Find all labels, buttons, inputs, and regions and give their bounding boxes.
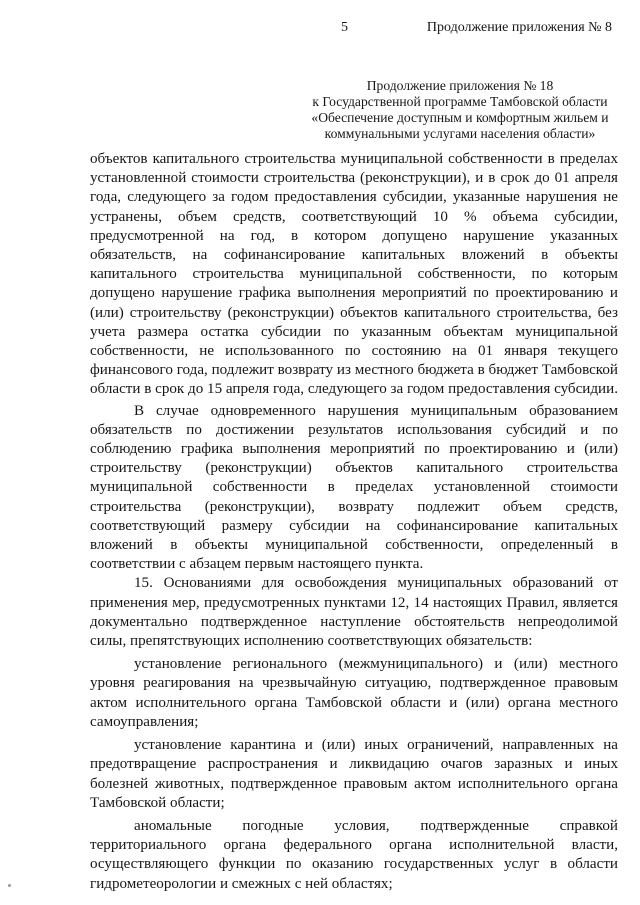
list-item: аномальные погодные условия, подтвержденные справкой территориального органа федерального органа исполнительной власти, осуществляющего функции по оказанию государственных услуг в области гидрометеорологии и смежных с ней областях; [90, 817, 618, 892]
annex-heading [300, 78, 620, 142]
annex-line: к Государственной программе Тамбовской области [312, 94, 608, 109]
paragraph: 15. Основаниями для освобождения муниципальных образований от применения мер, предусмотренных пунктами 12, 14 настоящих Правил, является документально подтвержденное наступление обстоятельств непреодолимой силы, препятствующих исполнению соответствующих обязательств: [90, 575, 618, 650]
annex-line: Продолжение приложения № 18 [366, 78, 554, 93]
paragraph: объектов капитального строительства муниципальной собственности в пределах установленной стоимости строительства (реконструкции), и в срок до 01 апреля года, следующего за годом предоставления субсидии, указанные нарушения не устранены, объем средств, соответствующий 10 % объема субсидии, предусмотренной на год, в котором допущено нарушение указанных обязательств, на софинансирование капитальных вложений в объекты капитального строительства муниципальной собственности, по которым допущено нарушение графика выполнения мероприятий по проектированию и (или) строительству (реконструкции) объектов капитального строительства, без учета размера остатка субсидии по указанным объектам муниципальной собственности, не использованного по состоянию на 01 января текущего финансового года, подлежит возврату из местного бюджета в бюджет Тамбовской области в срок до 15 апреля года, следующего за годом предоставления субсидии. [90, 151, 618, 398]
list-item: установление регионального (межмуниципального) и (или) местного уровня реагирования на чрезвычайную ситуацию, подтвержденное правовым актом исполнительного органа Тамбовской области и (или) органа местного самоуправления; [90, 656, 618, 730]
annex-line: «Обеспечение доступным и комфортным жильем и [311, 110, 609, 125]
annex-line: коммунальными услугами населения области» [324, 126, 596, 141]
document-body [90, 150, 618, 894]
paragraph: В случае одновременного нарушения муниципальным образованием обязательств по достижении результатов использования субсидий и по соблюдению графика выполнения мероприятий по проектированию и (или) строительству (реконструкции) объектов капитального строительства муниципальной собственности в пределах установленной стоимости строительства (реконструкции), возврату подлежит объем средств, соответствующий размеру субсидии на софинансирование капитальных вложений в объекты муниципальной собственности, определенный в соответствии с абзацем первым настоящего пункта. [90, 402, 618, 573]
page-number: 5 [341, 20, 348, 35]
continuation-label: Продолжение приложения № 8 [426, 20, 612, 35]
list-item: установление карантина и (или) иных ограничений, направленных на предотвращение распространения и ликвидацию очагов заразных и иных болезней животных, подтвержденное правовым актом исполнительного органа Тамбовской области; [90, 737, 618, 811]
scan-dot [8, 884, 11, 887]
